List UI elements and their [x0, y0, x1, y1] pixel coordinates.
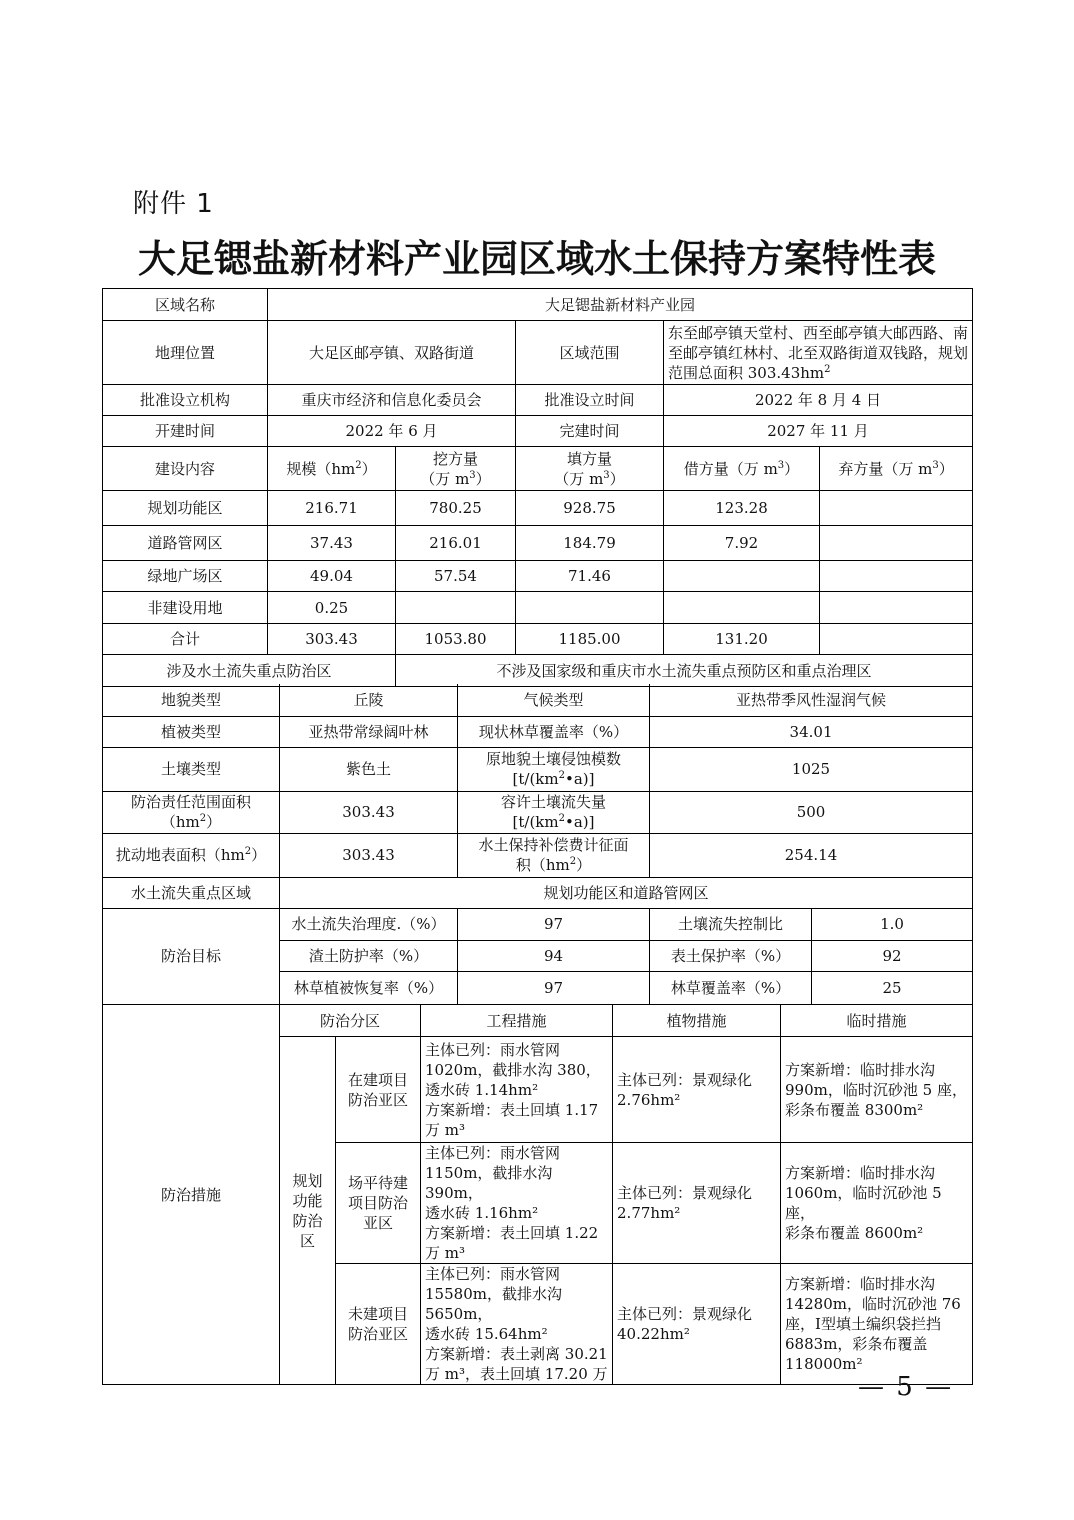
- disturb-value: 303.43: [280, 833, 458, 877]
- item-borrow: [664, 592, 820, 624]
- subzone-name: 在建项目 防治亚区: [336, 1037, 421, 1143]
- resp-value: 303.43: [280, 791, 458, 833]
- zone-name: 规划 功能 防治 区: [280, 1037, 336, 1385]
- subzone-name: 场平待建 项目防治 亚区: [336, 1143, 421, 1264]
- soil-value: 紫色土: [280, 747, 458, 791]
- subzone-plant: 主体已列：景观绿化 2.77hm²: [613, 1143, 781, 1264]
- col-spoil: 弃方量（万 $m^3$）: [820, 447, 973, 491]
- allow-value: 500: [650, 791, 973, 833]
- cover-label: 现状林草覆盖率（%）: [458, 716, 650, 747]
- item-scale: 37.43: [268, 526, 396, 561]
- item-scale: 49.04: [268, 561, 396, 592]
- target-value: 25: [812, 971, 973, 1004]
- erosion-label: 原地貌土壤侵蚀模数 $[t/(km^2•a)]$: [458, 747, 650, 791]
- subzone-eng: 主体已列：雨水管网 1150m，截排水沟 390m， 透水砖 1.16hm² 方案新增：表土回填 1.22 万 m³: [421, 1143, 613, 1264]
- col-eng: 工程措施: [421, 1005, 613, 1037]
- item-spoil: [820, 624, 973, 655]
- target-label: 林草植被恢复率（%）: [280, 971, 458, 1004]
- target-value: 92: [812, 940, 973, 971]
- item-cut: 780.25: [396, 491, 516, 526]
- finish-label: 完建时间: [516, 416, 664, 447]
- subzone-temp: 方案新增：临时排水沟 990m，临时沉砂池 5 座， 彩条布覆盖 8300m²: [781, 1037, 973, 1143]
- item-scale: 0.25: [268, 592, 396, 624]
- subzone-eng: 主体已列：雨水管网 15580m，截排水沟 5650m， 透水砖 15.64hm² 方案新增：表土剥离 30.21 万 m³，表土回填 17.20 万: [421, 1264, 613, 1385]
- nature-table: [102, 684, 973, 1005]
- item-spoil: [820, 592, 973, 624]
- veg-value: 亚热带常绿阔叶林: [280, 716, 458, 747]
- focus-value: 规划功能区和道路管网区: [280, 877, 973, 908]
- focus-label: 水土流失重点区域: [103, 877, 280, 908]
- col-zone: 防治分区: [280, 1005, 421, 1037]
- item-spoil: [820, 526, 973, 561]
- item-cut: [396, 592, 516, 624]
- item-scale: 303.43: [268, 624, 396, 655]
- climate-value: 亚热带季风性湿润气候: [650, 684, 973, 716]
- comp-label: 水土保持补偿费计征面 积$(hm^2)$: [458, 833, 650, 877]
- start-label: 开建时间: [103, 416, 268, 447]
- scope-value: 东至邮亭镇天堂村、西至邮亭镇大邮西路、南至邮亭镇红林村、北至双路街道双钱路，规划范围总面积 $303.43hm^2$: [664, 321, 973, 385]
- item-fill: 1185.00: [516, 624, 664, 655]
- approve-time-value: 2022 年 8 月 4 日: [664, 385, 973, 416]
- item-borrow: 7.92: [664, 526, 820, 561]
- target-value: 94: [458, 940, 650, 971]
- soil-label: 土壤类型: [103, 747, 280, 791]
- item-spoil: [820, 561, 973, 592]
- area-name-value: 大足锶盐新材料产业园: [268, 289, 973, 321]
- target-value: 97: [458, 971, 650, 1004]
- area-name-label: 区域名称: [103, 289, 268, 321]
- measures-label: 防治措施: [103, 1005, 280, 1385]
- subzone-plant: 主体已列：景观绿化 2.76hm²: [613, 1037, 781, 1143]
- item-borrow: 131.20: [664, 624, 820, 655]
- key-zone-label: 涉及水土流失重点防治区: [103, 655, 396, 687]
- subzone-eng: 主体已列：雨水管网 1020m，截排水沟 380， 透水砖 1.14hm² 方案新增：表土回填 1.17 万 m³: [421, 1037, 613, 1143]
- resp-label: 防治责任范围面积 $(hm^2)$: [103, 791, 280, 833]
- item-name: 合计: [103, 624, 268, 655]
- col-scale: 规模$(hm^2)$: [268, 447, 396, 491]
- table-row: [103, 624, 973, 655]
- landform-label: 地貌类型: [103, 684, 280, 716]
- item-fill: [516, 592, 664, 624]
- col-fill: 填方量 （万 $m^3$）: [516, 447, 664, 491]
- subzone-name: 未建项目 防治亚区: [336, 1264, 421, 1385]
- item-cut: 1053.80: [396, 624, 516, 655]
- key-zone-value: 不涉及国家级和重庆市水土流失重点预防区和重点治理区: [396, 655, 973, 687]
- disturb-label: 扰动地表面积$(hm^2)$: [103, 833, 280, 877]
- col-cut: 挖方量 （万 $m^3$）: [396, 447, 516, 491]
- table-row: [103, 592, 973, 624]
- item-spoil: [820, 491, 973, 526]
- item-borrow: [664, 561, 820, 592]
- subzone-temp: 方案新增：临时排水沟 14280m，临时沉砂池 76 座，Ⅰ型填土编织袋拦挡 6883m，彩条布覆盖 118000m²: [781, 1264, 973, 1385]
- item-cut: 216.01: [396, 526, 516, 561]
- finish-value: 2027 年 11 月: [664, 416, 973, 447]
- subzone-temp: 方案新增：临时排水沟 1060m，临时沉砂池 5 座， 彩条布覆盖 8600m²: [781, 1143, 973, 1264]
- item-borrow: 123.28: [664, 491, 820, 526]
- approve-time-label: 批准设立时间: [516, 385, 664, 416]
- target-label: 土壤流失控制比: [650, 908, 812, 940]
- target-label: 渣土防护率（%）: [280, 940, 458, 971]
- table-row: [103, 491, 973, 526]
- item-name: 非建设用地: [103, 592, 268, 624]
- comp-value: 254.14: [650, 833, 973, 877]
- basic-info-table: [102, 288, 973, 687]
- climate-label: 气候类型: [458, 684, 650, 716]
- veg-label: 植被类型: [103, 716, 280, 747]
- col-plant: 植物措施: [613, 1005, 781, 1037]
- measures-table: [102, 1004, 973, 1385]
- table-row: [103, 526, 973, 561]
- start-value: 2022 年 6 月: [268, 416, 516, 447]
- targets-label: 防治目标: [103, 908, 280, 1004]
- col-temp: 临时措施: [781, 1005, 973, 1037]
- allow-label: 容许土壤流失量 $[t/(km^2•a)]$: [458, 791, 650, 833]
- item-fill: 928.75: [516, 491, 664, 526]
- item-fill: 184.79: [516, 526, 664, 561]
- item-scale: 216.71: [268, 491, 396, 526]
- geo-label: 地理位置: [103, 321, 268, 385]
- geo-value: 大足区邮亭镇、双路街道: [268, 321, 516, 385]
- table-row: [103, 561, 973, 592]
- item-name: 道路管网区: [103, 526, 268, 561]
- target-value: 97: [458, 908, 650, 940]
- item-name: 规划功能区: [103, 491, 268, 526]
- item-fill: 71.46: [516, 561, 664, 592]
- target-row: [103, 908, 973, 940]
- target-label: 表土保护率（%）: [650, 940, 812, 971]
- landform-value: 丘陵: [280, 684, 458, 716]
- col-borrow: 借方量（万 $m^3$）: [664, 447, 820, 491]
- scope-label: 区域范围: [516, 321, 664, 385]
- target-label: 林草覆盖率（%）: [650, 971, 812, 1004]
- erosion-value: 1025: [650, 747, 973, 791]
- target-value: 1.0: [812, 908, 973, 940]
- document-title: 大足锶盐新材料产业园区域水土保持方案特性表: [137, 236, 936, 281]
- approve-org-value: 重庆市经济和信息化委员会: [268, 385, 516, 416]
- page-number: — 5 —: [858, 1372, 954, 1402]
- construction-label: 建设内容: [103, 447, 268, 491]
- item-cut: 57.54: [396, 561, 516, 592]
- cover-value: 34.01: [650, 716, 973, 747]
- target-label: 水土流失治理度.（%）: [280, 908, 458, 940]
- item-name: 绿地广场区: [103, 561, 268, 592]
- attachment-label: 附件 1: [133, 189, 214, 219]
- subzone-plant: 主体已列：景观绿化 40.22hm²: [613, 1264, 781, 1385]
- approve-org-label: 批准设立机构: [103, 385, 268, 416]
